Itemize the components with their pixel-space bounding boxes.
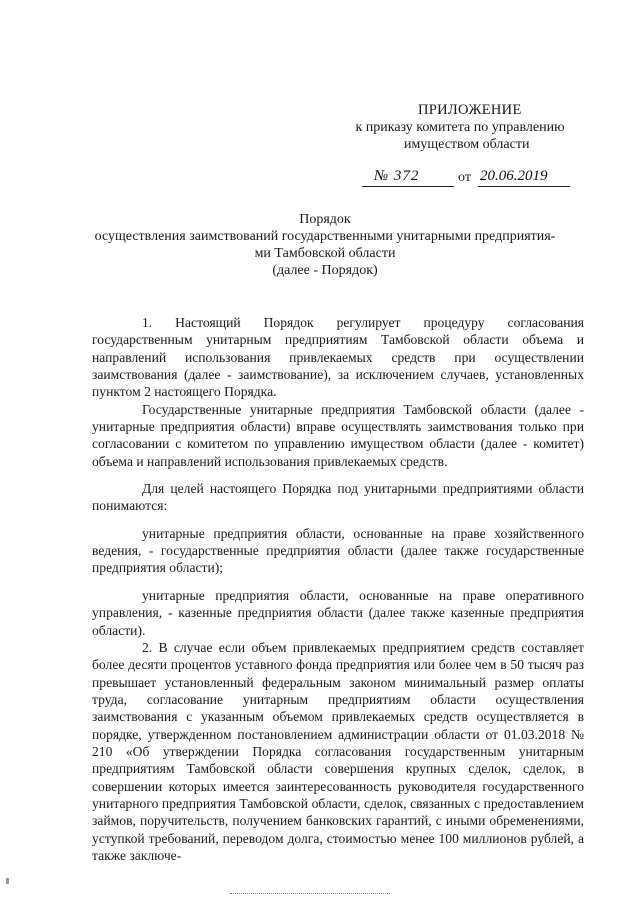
title-line-3: ми Тамбовской области [254,246,396,261]
order-number-date [362,170,582,190]
order-number: № 372 [374,168,420,184]
order-date-underline [478,186,570,187]
document-title [90,211,560,279]
document-body [92,314,584,864]
appendix-line-2: имуществом области [404,137,530,152]
paragraph-5: унитарные предприятия области, основанные на праве оперативного управления, - казенные предприятия области (далее также казенные предприятия области). [92,587,584,638]
appendix-heading: ПРИЛОЖЕНИЕ [418,102,522,118]
scan-edge-mark [6,878,9,884]
footer-dotted-line [230,893,390,894]
appendix-line-1: к приказу комитета по управлению [355,120,565,135]
order-date: 20.06.2019 [480,168,548,184]
paragraph-4: унитарные предприятия области, основанные на праве хозяйственного ведения, - государственные предприятия области (далее также государственные предприятия области); [92,525,584,576]
paragraph-1: 1. Настоящий Порядок регулирует процедуру согласования государственным унитарным предприятиям Тамбовской области объема и направлений использования привлекаемых средств при осуществлении заимствования (далее - заимствование), за исключением случаев, установленных пунктом 2 настоящего Порядка. [92,315,584,400]
title-line-4: (далее - Порядок) [272,263,378,278]
paragraph-2: Государственные унитарные предприятия Тамбовской области (далее - унитарные предприятия области) вправе осуществлять заимствования только при согласовании с комитетом по управлению имуществом области (далее - комитет) объема и направлений использования привлекаемых средств. [92,401,584,469]
title-line-2: осуществления заимствований государственными унитарными предприятия- [94,229,556,244]
paragraph-6: 2. В случае если объем привлекаемых предприятием средств составляет более десяти процентов уставного фонда предприятия или более чем в 50 тысяч раз превышает установленный федеральным законом минимальный размер оплаты труда, согласование унитарным предприятиям области осуществления заимствования с указанным объемом привлекаемых средств осуществляется в порядке, утвержденном постановлением администрации области от 01.03.2018 № 210 «Об утверждении Порядка согласования государственным унитарным предприятиям Тамбовской области совершения крупных сделок, сделок, в совершении которых имеется заинтересованность руководителя государственного унитарного предприятия Тамбовской области, сделок, связанных с предоставлением займов, поручительств, получением банковских гарантий, с иными обременениями, уступкой требований, переводом долга, стоимостью менее 100 миллионов рублей, а также заключе- [92,639,584,863]
order-number-underline [362,186,454,187]
appendix-block [330,102,590,153]
title-line-1: Порядок [299,212,351,227]
paragraph-3: Для целей настоящего Порядка под унитарными предприятиями области понимаются: [92,481,584,514]
order-ot-label: от [458,170,471,185]
